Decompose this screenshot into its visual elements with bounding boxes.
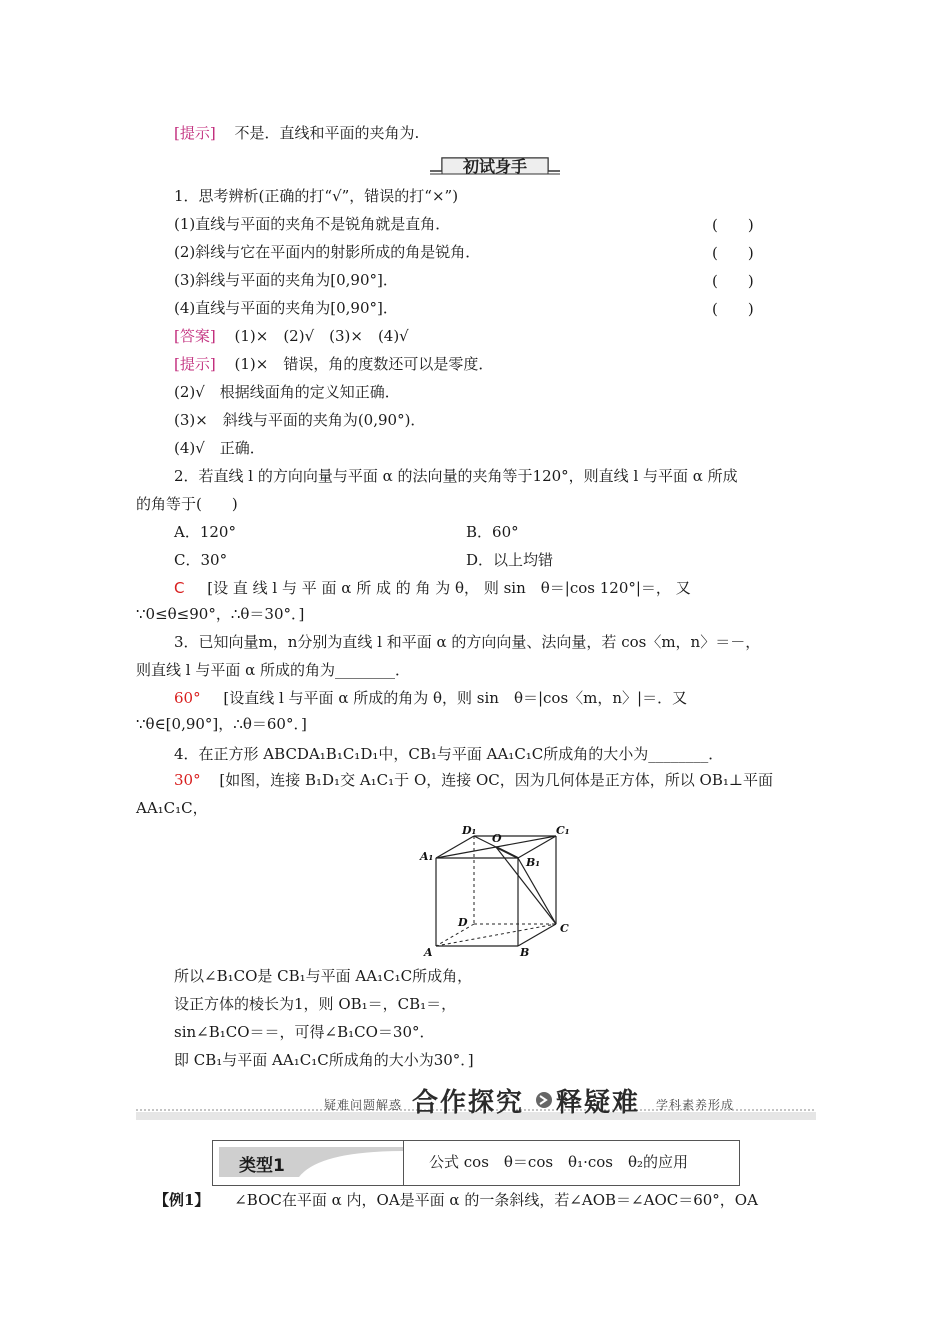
q3-answer: 60° <box>174 689 201 707</box>
hint-line-2: (2)√ 根据线面角的定义知正确． <box>174 383 400 401</box>
q1-stem: 1．思考辨析(正确的打“√”，错误的打“×”) <box>174 187 459 205</box>
answer-text: (1)× (2)√ (3)× (4)√ <box>234 327 409 345</box>
type-divider <box>403 1141 404 1185</box>
label-c: C <box>560 922 569 935</box>
label-o: O <box>492 832 502 845</box>
q1-item-3: (3)斜线与平面的夹角为[0,90°]． <box>174 271 398 289</box>
answer-tag: [答案] <box>174 327 216 345</box>
q2-option-a: A．120° <box>174 523 236 541</box>
answer-paren: ( ) <box>712 300 754 318</box>
q4-solution-1 <box>174 770 773 790</box>
answer-paren: ( ) <box>712 216 754 234</box>
cube-figure <box>418 822 574 962</box>
q2-line-1: 2．若直线 l 的方向向量与平面 α 的法向量的夹角等于120°，则直线 l 与平面 α 所成 <box>174 467 738 485</box>
q1-item-2: (2)斜线与它在平面内的射影所成的角是锐角． <box>174 243 481 261</box>
label-a1: A₁ <box>420 850 434 863</box>
label-b: B <box>520 946 530 959</box>
q3-line-2: 则直线 l 与平面 α 所成的角为________． <box>136 661 411 679</box>
answer-paren: ( ) <box>712 244 754 262</box>
hint-line-3: (3)× 斜线与平面的夹角为(0,90°)． <box>174 411 426 429</box>
q4-sol-text: [如图，连接 B₁D₁交 A₁C₁于 O，连接 OC，因为几何体是正方体，所以 OB₁⊥平面 <box>219 771 773 789</box>
hint-text: 不是．直线和平面的夹角为. <box>234 124 420 142</box>
q2-option-c: C．30° <box>174 551 228 569</box>
q2-sol-text: [设 直 线 l 与 平 面 α 所 成 的 角 为 θ， 则 sin θ＝|cos 120°|＝， 又 <box>207 579 691 597</box>
q1-item-1: (1)直线与平面的夹角不是锐角就是直角． <box>174 215 451 233</box>
type-box <box>212 1140 740 1186</box>
example-text: ∠BOC在平面 α 内，OA是平面 α 的一条斜线，若∠AOB＝∠AOC＝60°，OA <box>234 1191 758 1209</box>
label-d1: D₁ <box>462 824 477 837</box>
label-b1: B₁ <box>526 856 541 869</box>
answer-paren: ( ) <box>712 272 754 290</box>
section-left-text: 疑难问题解惑 <box>324 1098 403 1112</box>
type-content: 公式 cos θ＝cos θ₁·cos θ₂的应用 <box>429 1153 689 1171</box>
hint-line <box>174 123 419 143</box>
q4-after-2: 设正方体的棱长为1，则 OB₁＝，CB₁＝， <box>174 995 457 1013</box>
q1-answer <box>174 326 409 346</box>
label-d: D <box>458 916 468 929</box>
q4-after-3: sin∠B₁CO＝＝，可得∠B₁CO＝30°． <box>174 1023 435 1041</box>
q2-line-2: 的角等于( ) <box>136 495 238 513</box>
q4-line-1: 4．在正方形 ABCDA₁B₁C₁D₁中，CB₁与平面 AA₁C₁C所成角的大小为________． <box>174 745 724 763</box>
label-a: A <box>424 946 433 959</box>
q2-option-b: B．60° <box>466 523 519 541</box>
q4-solution-2: AA₁C₁C， <box>136 799 208 817</box>
q2-solution-2: ∵0≤θ≤90°，∴θ＝30°．] <box>136 605 305 623</box>
banner-title: 初试身手 <box>462 157 527 176</box>
section-right-text: 学科素养形成 <box>656 1098 735 1112</box>
q2-solution-1 <box>174 578 691 598</box>
q2-answer: C <box>174 579 185 597</box>
example-tag: 【例1】 <box>154 1191 210 1209</box>
section-title-1: 合作探究 <box>412 1088 525 1118</box>
hint-line-4: (4)√ 正确． <box>174 439 265 457</box>
section-header <box>136 1086 816 1126</box>
hint-tag: [提示] <box>174 355 216 373</box>
type-label-text: 类型1 <box>239 1156 285 1176</box>
q3-solution-2: ∵θ∈[0,90°]，∴θ＝60°．] <box>136 715 307 733</box>
example-line <box>154 1190 758 1210</box>
q2-option-d: D．以上均错 <box>466 551 554 569</box>
hint-line-1: (1)× 错误，角的度数还可以是零度． <box>234 355 494 373</box>
q3-line-1: 3．已知向量m，n分别为直线 l 和平面 α 的方向向量、法向量，若 cos〈m，n〉＝－， <box>174 633 761 651</box>
q3-solution-1 <box>174 688 687 708</box>
q1-hint <box>174 354 493 374</box>
q4-answer: 30° <box>174 771 201 789</box>
q3-sol-text: [设直线 l 与平面 α 所成的角为 θ，则 sin θ＝|cos〈m，n〉|＝．又 <box>223 689 688 707</box>
q1-item-4: (4)直线与平面的夹角为[0,90°]． <box>174 299 398 317</box>
section-banner <box>430 152 560 178</box>
hint-tag: [提示] <box>174 124 216 142</box>
label-c1: C₁ <box>556 824 570 837</box>
q4-after-1: 所以∠B₁CO是 CB₁与平面 AA₁C₁C所成角， <box>174 967 473 985</box>
type-label <box>219 1147 404 1177</box>
section-title-2: 释疑难 <box>556 1088 641 1118</box>
q4-after-4: 即 CB₁与平面 AA₁C₁C所成角的大小为30°．] <box>174 1051 474 1069</box>
